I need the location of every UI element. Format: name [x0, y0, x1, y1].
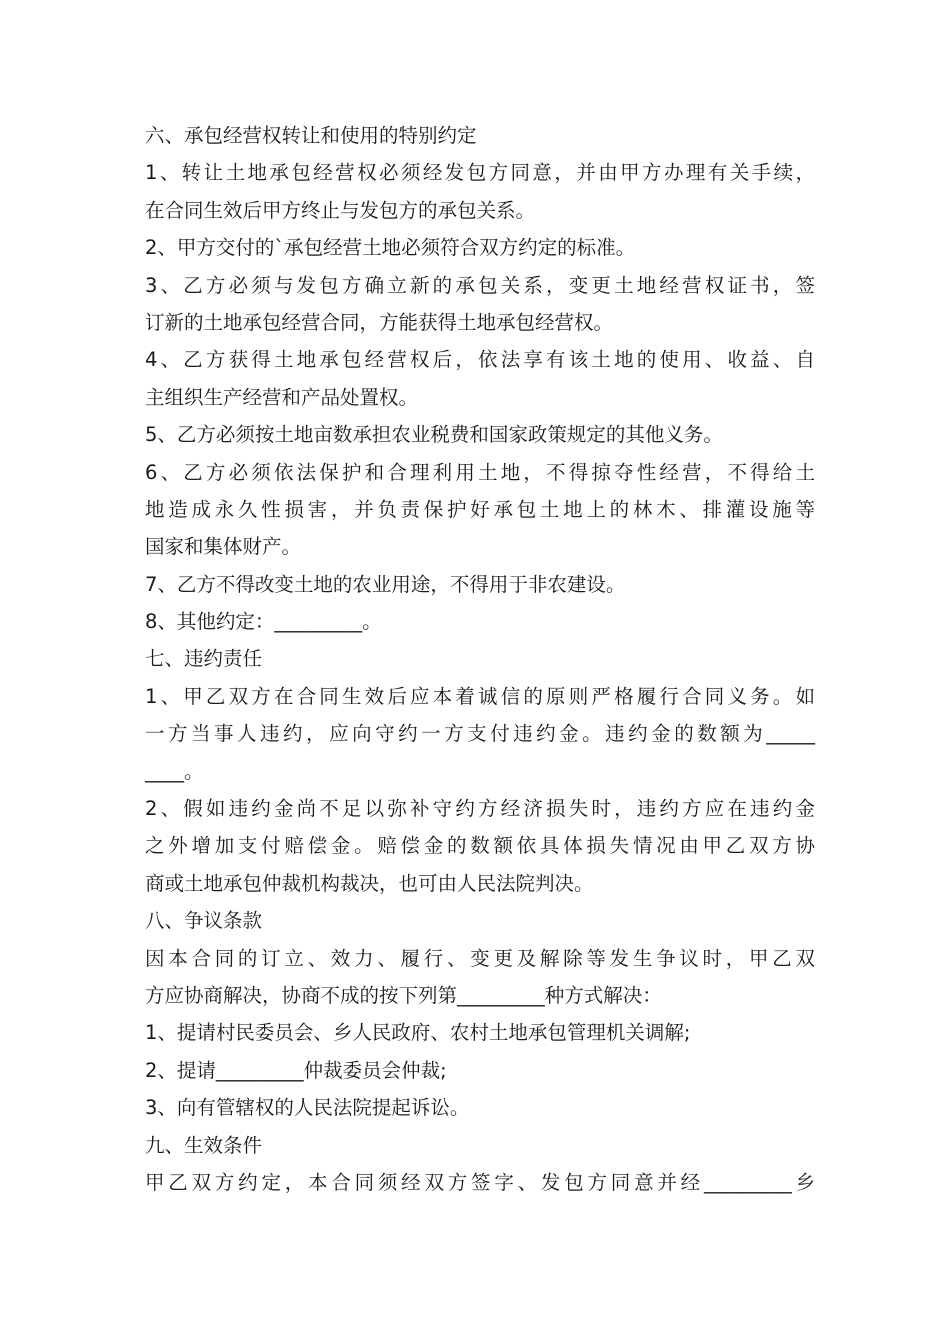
paragraph-line: 4、乙方获得土地承包经营权后，依法享有该土地的使用、收益、自: [145, 348, 815, 372]
paragraph-line: 1、提请村民委员会、乡人民政府、农村土地承包管理机关调解;: [145, 1021, 691, 1045]
paragraph-line: 2、假如违约金尚不足以弥补守约方经济损失时，违约方应在违约金: [145, 797, 815, 821]
paragraph-line: 2、甲方交付的`承包经营土地必须符合双方约定的标准。: [145, 236, 636, 260]
paragraph-line: 3、乙方必须与发包方确立新的承包关系，变更土地经营权证书，签: [145, 273, 815, 297]
section-heading: 六、承包经营权转让和使用的特别约定: [145, 124, 477, 147]
paragraph-line: 商或土地承包仲裁机构裁决，也可由人民法院判决。: [145, 871, 594, 895]
paragraph-line: 7、乙方不得改变土地的农业用途，不得用于非农建设。: [145, 572, 626, 596]
paragraph-line: 国家和集体财产。: [145, 535, 302, 559]
document-body: [145, 117, 815, 1201]
section-heading: 七、违约责任: [145, 647, 263, 671]
paragraph-line: 甲乙双方约定，本合同须经双方签字、发包方同意并经_________乡: [145, 1170, 815, 1194]
section-heading: 九、生效条件: [145, 1133, 263, 1157]
paragraph-line: 地造成永久性损害，并负责保护好承包土地上的林木、排灌设施等: [145, 497, 815, 521]
paragraph-line: 1、转让土地承包经营权必须经发包方同意，并由甲方办理有关手续，: [145, 161, 815, 185]
paragraph-line: 6、乙方必须依法保护和合理利用土地，不得掠夺性经营，不得给土: [145, 460, 815, 484]
paragraph-line: 5、乙方必须按土地亩数承担农业税费和国家政策规定的其他义务。: [145, 423, 723, 447]
paragraph-line: 一方当事人违约，应向守约一方支付违约金。违约金的数额为_____: [145, 722, 815, 746]
paragraph-line: 1、甲乙双方在合同生效后应本着诚信的原则严格履行合同义务。如: [145, 684, 815, 708]
paragraph-line: 之外增加支付赔偿金。赔偿金的数额依具体损失情况由甲乙双方协: [145, 834, 815, 858]
paragraph-line: 在合同生效后甲方终止与发包方的承包关系。: [145, 198, 536, 222]
paragraph-line: ____。: [145, 759, 204, 783]
paragraph-line: 8、其他约定：_________。: [145, 610, 382, 634]
paragraph-line: 主组织生产经营和产品处置权。: [145, 385, 419, 409]
paragraph-line: 3、向有管辖权的人民法院提起诉讼。: [145, 1096, 470, 1120]
paragraph-line: 2、提请_________仲裁委员会仲裁;: [145, 1058, 447, 1082]
paragraph-line: 订新的土地承包经营合同，方能获得土地承包经营权。: [145, 310, 614, 334]
paragraph-line: 方应协商解决，协商不成的按下列第_________种方式解决：: [145, 983, 662, 1007]
section-heading: 八、争议条款: [145, 909, 263, 933]
paragraph-line: 因本合同的订立、效力、履行、变更及解除等发生争议时，甲乙双: [145, 946, 815, 970]
